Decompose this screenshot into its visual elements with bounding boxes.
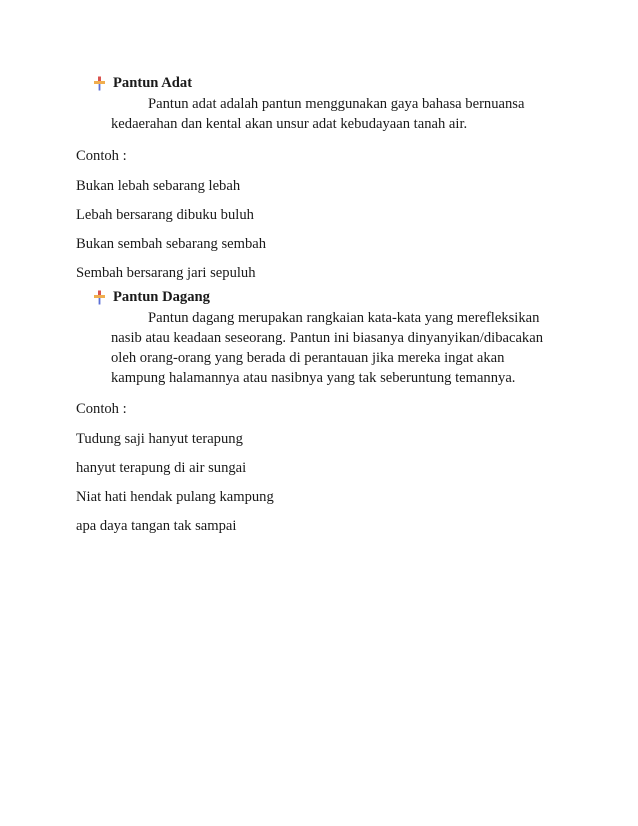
- verse-line: hanyut terapung di air sungai: [76, 460, 247, 476]
- verse-line: Niat hati hendak pulang kampung: [76, 489, 274, 505]
- pushpin-bullet-icon: [92, 290, 107, 305]
- verse-line: apa daya tangan tak sampai: [76, 518, 237, 534]
- paragraph-line: oleh orang-orang yang berada di perantauan jika mereka ingat akan: [111, 350, 505, 366]
- verse-line: Lebah bersarang dibuku buluh: [76, 207, 254, 223]
- verse-line: Sembah bersarang jari sepuluh: [76, 265, 256, 281]
- example-label: Contoh :: [76, 401, 127, 417]
- paragraph-line: Pantun dagang merupakan rangkaian kata-kata yang merefleksikan: [148, 310, 540, 326]
- paragraph-line: nasib atau keadaan seseorang. Pantun ini biasanya dinyanyikan/dibacakan: [111, 330, 543, 346]
- verse-line: Tudung saji hanyut terapung: [76, 431, 243, 447]
- example-label: Contoh :: [76, 148, 127, 164]
- section-title: Pantun Adat: [113, 74, 193, 91]
- verse-line: Bukan lebah sebarang lebah: [76, 178, 241, 194]
- section-title: Pantun Dagang: [113, 288, 210, 305]
- pushpin-bullet-icon: [92, 76, 107, 91]
- verse-line: Bukan sembah sebarang sembah: [76, 236, 267, 252]
- paragraph-line: Pantun adat adalah pantun menggunakan gaya bahasa bernuansa: [148, 96, 525, 112]
- section-paragraph: [111, 94, 551, 134]
- section-pantun-dagang: [92, 287, 210, 307]
- section-paragraph: [111, 308, 551, 388]
- section-pantun-adat: [92, 73, 192, 93]
- paragraph-line: kedaerahan dan kental akan unsur adat kebudayaan tanah air.: [111, 116, 468, 132]
- paragraph-line: kampung halamannya atau nasibnya yang tak seberuntung temannya.: [111, 370, 516, 386]
